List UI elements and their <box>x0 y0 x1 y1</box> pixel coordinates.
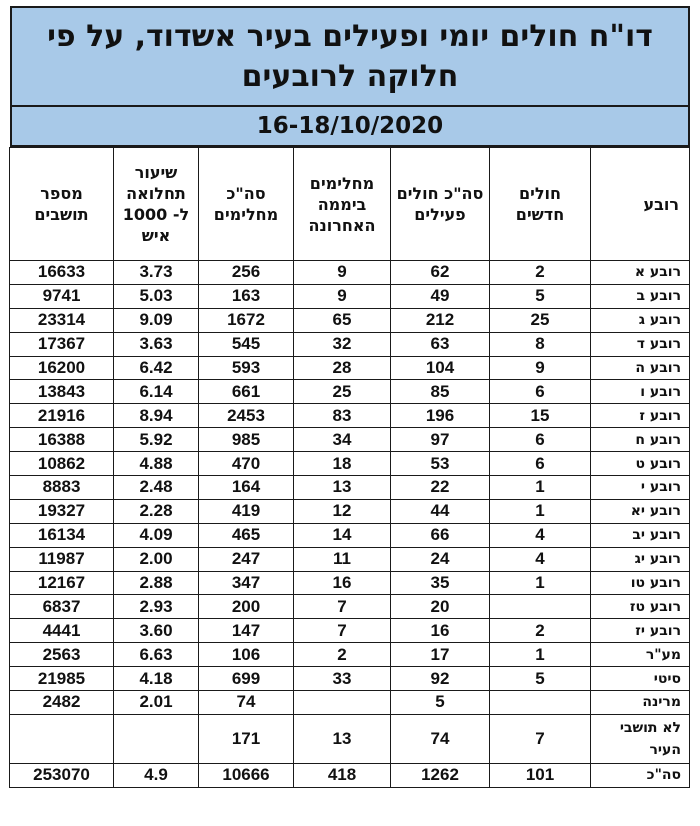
cell-residents: 21985 <box>10 667 114 691</box>
cell-residents: 19327 <box>10 499 114 523</box>
cell-neighborhood: רובע טז <box>591 595 690 619</box>
cell-recovered-last-day: 16 <box>294 571 391 595</box>
cell-infection-rate: 4.18 <box>114 667 199 691</box>
cell-total-recovered: 347 <box>199 571 294 595</box>
cell-recovered-last-day: 11 <box>294 547 391 571</box>
header-total-active: סה"כ חולים פעילים <box>391 148 490 261</box>
cell-total-active: 22 <box>391 476 490 500</box>
report-title-line-1: דו"ח חולים יומי ופעילים בעיר אשדוד, על פי <box>47 18 653 54</box>
cell-infection-rate: 9.09 <box>114 308 199 332</box>
cell-residents: 2482 <box>10 691 114 715</box>
cell-residents <box>10 714 114 763</box>
cell-new-patients: 1 <box>490 476 591 500</box>
table-row <box>10 714 690 763</box>
cell-neighborhood: לא תושבי העיר <box>591 714 690 763</box>
cell-recovered-last-day: 14 <box>294 523 391 547</box>
cell-total-active: 16 <box>391 619 490 643</box>
cell-neighborhood: רובע ו <box>591 380 690 404</box>
cell-total-active: 66 <box>391 523 490 547</box>
table-row <box>10 619 690 643</box>
cell-residents: 8883 <box>10 476 114 500</box>
cell-residents: 253070 <box>10 763 114 787</box>
cell-infection-rate: 6.42 <box>114 356 199 380</box>
header-new-patients: חולים חדשים <box>490 148 591 261</box>
cell-residents: 17367 <box>10 332 114 356</box>
table-row <box>10 691 690 715</box>
cell-total-active: 44 <box>391 499 490 523</box>
cell-total-recovered: 593 <box>199 356 294 380</box>
cell-infection-rate: 2.48 <box>114 476 199 500</box>
cell-new-patients: 15 <box>490 404 591 428</box>
header-total-recovered: סה"כ מחלימים <box>199 148 294 261</box>
cell-neighborhood: רובע ט <box>591 452 690 476</box>
neighborhood-stats-table <box>9 147 690 788</box>
table-row <box>10 404 690 428</box>
cell-new-patients: 101 <box>490 763 591 787</box>
cell-total-recovered: 10666 <box>199 763 294 787</box>
cell-total-active: 53 <box>391 452 490 476</box>
cell-total-active: 97 <box>391 428 490 452</box>
table-header-row <box>10 148 690 261</box>
cell-new-patients: 1 <box>490 643 591 667</box>
cell-total-active: 85 <box>391 380 490 404</box>
table-body <box>10 261 690 788</box>
cell-total-active: 1262 <box>391 763 490 787</box>
cell-residents: 11987 <box>10 547 114 571</box>
cell-total-active: 62 <box>391 261 490 285</box>
table-row <box>10 308 690 332</box>
cell-residents: 16200 <box>10 356 114 380</box>
cell-infection-rate: 4.09 <box>114 523 199 547</box>
cell-neighborhood: רובע יז <box>591 619 690 643</box>
cell-new-patients: 7 <box>490 714 591 763</box>
cell-neighborhood: רובע ג <box>591 308 690 332</box>
cell-recovered-last-day: 9 <box>294 261 391 285</box>
cell-residents: 9741 <box>10 284 114 308</box>
cell-recovered-last-day: 32 <box>294 332 391 356</box>
cell-recovered-last-day: 13 <box>294 714 391 763</box>
table-row <box>10 356 690 380</box>
cell-residents: 16134 <box>10 523 114 547</box>
cell-recovered-last-day: 2 <box>294 643 391 667</box>
header-recovered-last-day: מחלימים ביממה האחרונה <box>294 148 391 261</box>
cell-neighborhood: רובע טו <box>591 571 690 595</box>
cell-infection-rate <box>114 714 199 763</box>
cell-recovered-last-day: 28 <box>294 356 391 380</box>
report-sheet <box>10 6 690 788</box>
cell-infection-rate: 3.73 <box>114 261 199 285</box>
cell-infection-rate: 4.9 <box>114 763 199 787</box>
cell-infection-rate: 8.94 <box>114 404 199 428</box>
table-row <box>10 595 690 619</box>
cell-total-recovered: 74 <box>199 691 294 715</box>
cell-total-recovered: 200 <box>199 595 294 619</box>
cell-total-recovered: 247 <box>199 547 294 571</box>
cell-total-recovered: 2453 <box>199 404 294 428</box>
cell-neighborhood: סה"כ <box>591 763 690 787</box>
cell-total-active: 63 <box>391 332 490 356</box>
cell-new-patients <box>490 691 591 715</box>
table-row <box>10 667 690 691</box>
cell-neighborhood: מרינה <box>591 691 690 715</box>
cell-new-patients: 6 <box>490 380 591 404</box>
cell-neighborhood: רובע י <box>591 476 690 500</box>
cell-new-patients: 4 <box>490 523 591 547</box>
report-title-line-2: חלוקה לרובעים <box>241 58 459 94</box>
cell-total-active: 17 <box>391 643 490 667</box>
cell-infection-rate: 2.01 <box>114 691 199 715</box>
cell-neighborhood: מע"ר <box>591 643 690 667</box>
cell-recovered-last-day: 34 <box>294 428 391 452</box>
cell-total-active: 35 <box>391 571 490 595</box>
cell-total-recovered: 699 <box>199 667 294 691</box>
cell-residents: 13843 <box>10 380 114 404</box>
cell-total-active: 24 <box>391 547 490 571</box>
cell-new-patients: 4 <box>490 547 591 571</box>
cell-new-patients: 5 <box>490 667 591 691</box>
cell-total-active: 104 <box>391 356 490 380</box>
table-row <box>10 643 690 667</box>
cell-total-active: 92 <box>391 667 490 691</box>
table-total-row <box>10 763 690 787</box>
cell-total-active: 212 <box>391 308 490 332</box>
cell-neighborhood: רובע ב <box>591 284 690 308</box>
cell-residents: 4441 <box>10 619 114 643</box>
cell-total-active: 49 <box>391 284 490 308</box>
cell-neighborhood: רובע יב <box>591 523 690 547</box>
cell-total-recovered: 1672 <box>199 308 294 332</box>
cell-neighborhood: רובע ד <box>591 332 690 356</box>
cell-new-patients <box>490 595 591 619</box>
cell-total-recovered: 465 <box>199 523 294 547</box>
cell-residents: 6837 <box>10 595 114 619</box>
cell-infection-rate: 2.00 <box>114 547 199 571</box>
cell-total-recovered: 164 <box>199 476 294 500</box>
cell-new-patients: 2 <box>490 261 591 285</box>
cell-residents: 2563 <box>10 643 114 667</box>
table-row <box>10 428 690 452</box>
cell-new-patients: 25 <box>490 308 591 332</box>
cell-infection-rate: 2.88 <box>114 571 199 595</box>
header-infection-rate: שיעור תחלואה ל- 1000 איש <box>114 148 199 261</box>
cell-residents: 16633 <box>10 261 114 285</box>
cell-infection-rate: 5.92 <box>114 428 199 452</box>
cell-new-patients: 1 <box>490 571 591 595</box>
cell-infection-rate: 4.88 <box>114 452 199 476</box>
cell-recovered-last-day: 7 <box>294 619 391 643</box>
cell-recovered-last-day: 7 <box>294 595 391 619</box>
header-neighborhood: רובע <box>591 148 690 261</box>
cell-new-patients: 8 <box>490 332 591 356</box>
cell-new-patients: 5 <box>490 284 591 308</box>
cell-new-patients: 9 <box>490 356 591 380</box>
cell-recovered-last-day: 13 <box>294 476 391 500</box>
cell-neighborhood: רובע ה <box>591 356 690 380</box>
cell-recovered-last-day: 18 <box>294 452 391 476</box>
cell-infection-rate: 5.03 <box>114 284 199 308</box>
table-row <box>10 332 690 356</box>
table-row <box>10 284 690 308</box>
cell-recovered-last-day: 418 <box>294 763 391 787</box>
cell-recovered-last-day: 12 <box>294 499 391 523</box>
table-row <box>10 261 690 285</box>
cell-residents: 10862 <box>10 452 114 476</box>
table-row <box>10 476 690 500</box>
report-date-range: 16-18/10/2020 <box>10 107 690 147</box>
cell-neighborhood: רובע יג <box>591 547 690 571</box>
cell-total-recovered: 419 <box>199 499 294 523</box>
report-title-banner <box>10 6 690 107</box>
cell-total-active: 74 <box>391 714 490 763</box>
cell-new-patients: 1 <box>490 499 591 523</box>
cell-total-recovered: 545 <box>199 332 294 356</box>
table-row <box>10 452 690 476</box>
cell-total-recovered: 985 <box>199 428 294 452</box>
cell-infection-rate: 6.14 <box>114 380 199 404</box>
cell-total-recovered: 661 <box>199 380 294 404</box>
cell-total-active: 5 <box>391 691 490 715</box>
cell-neighborhood: רובע ז <box>591 404 690 428</box>
table-row <box>10 523 690 547</box>
cell-new-patients: 6 <box>490 428 591 452</box>
cell-total-recovered: 256 <box>199 261 294 285</box>
cell-neighborhood: רובע ח <box>591 428 690 452</box>
cell-new-patients: 6 <box>490 452 591 476</box>
table-row <box>10 547 690 571</box>
cell-total-recovered: 147 <box>199 619 294 643</box>
cell-total-recovered: 106 <box>199 643 294 667</box>
cell-infection-rate: 6.63 <box>114 643 199 667</box>
cell-residents: 12167 <box>10 571 114 595</box>
cell-infection-rate: 3.63 <box>114 332 199 356</box>
cell-new-patients: 2 <box>490 619 591 643</box>
cell-residents: 21916 <box>10 404 114 428</box>
cell-recovered-last-day: 33 <box>294 667 391 691</box>
cell-infection-rate: 2.93 <box>114 595 199 619</box>
header-residents: מספר תושבים <box>10 148 114 261</box>
cell-recovered-last-day <box>294 691 391 715</box>
cell-neighborhood: סיטי <box>591 667 690 691</box>
cell-infection-rate: 3.60 <box>114 619 199 643</box>
cell-total-recovered: 163 <box>199 284 294 308</box>
cell-recovered-last-day: 9 <box>294 284 391 308</box>
cell-total-active: 196 <box>391 404 490 428</box>
cell-neighborhood: רובע יא <box>591 499 690 523</box>
table-row <box>10 380 690 404</box>
cell-total-recovered: 470 <box>199 452 294 476</box>
cell-residents: 23314 <box>10 308 114 332</box>
cell-total-active: 20 <box>391 595 490 619</box>
table-row <box>10 571 690 595</box>
cell-infection-rate: 2.28 <box>114 499 199 523</box>
cell-neighborhood: רובע א <box>591 261 690 285</box>
cell-recovered-last-day: 25 <box>294 380 391 404</box>
table-row <box>10 499 690 523</box>
cell-residents: 16388 <box>10 428 114 452</box>
cell-recovered-last-day: 65 <box>294 308 391 332</box>
cell-recovered-last-day: 83 <box>294 404 391 428</box>
cell-total-recovered: 171 <box>199 714 294 763</box>
